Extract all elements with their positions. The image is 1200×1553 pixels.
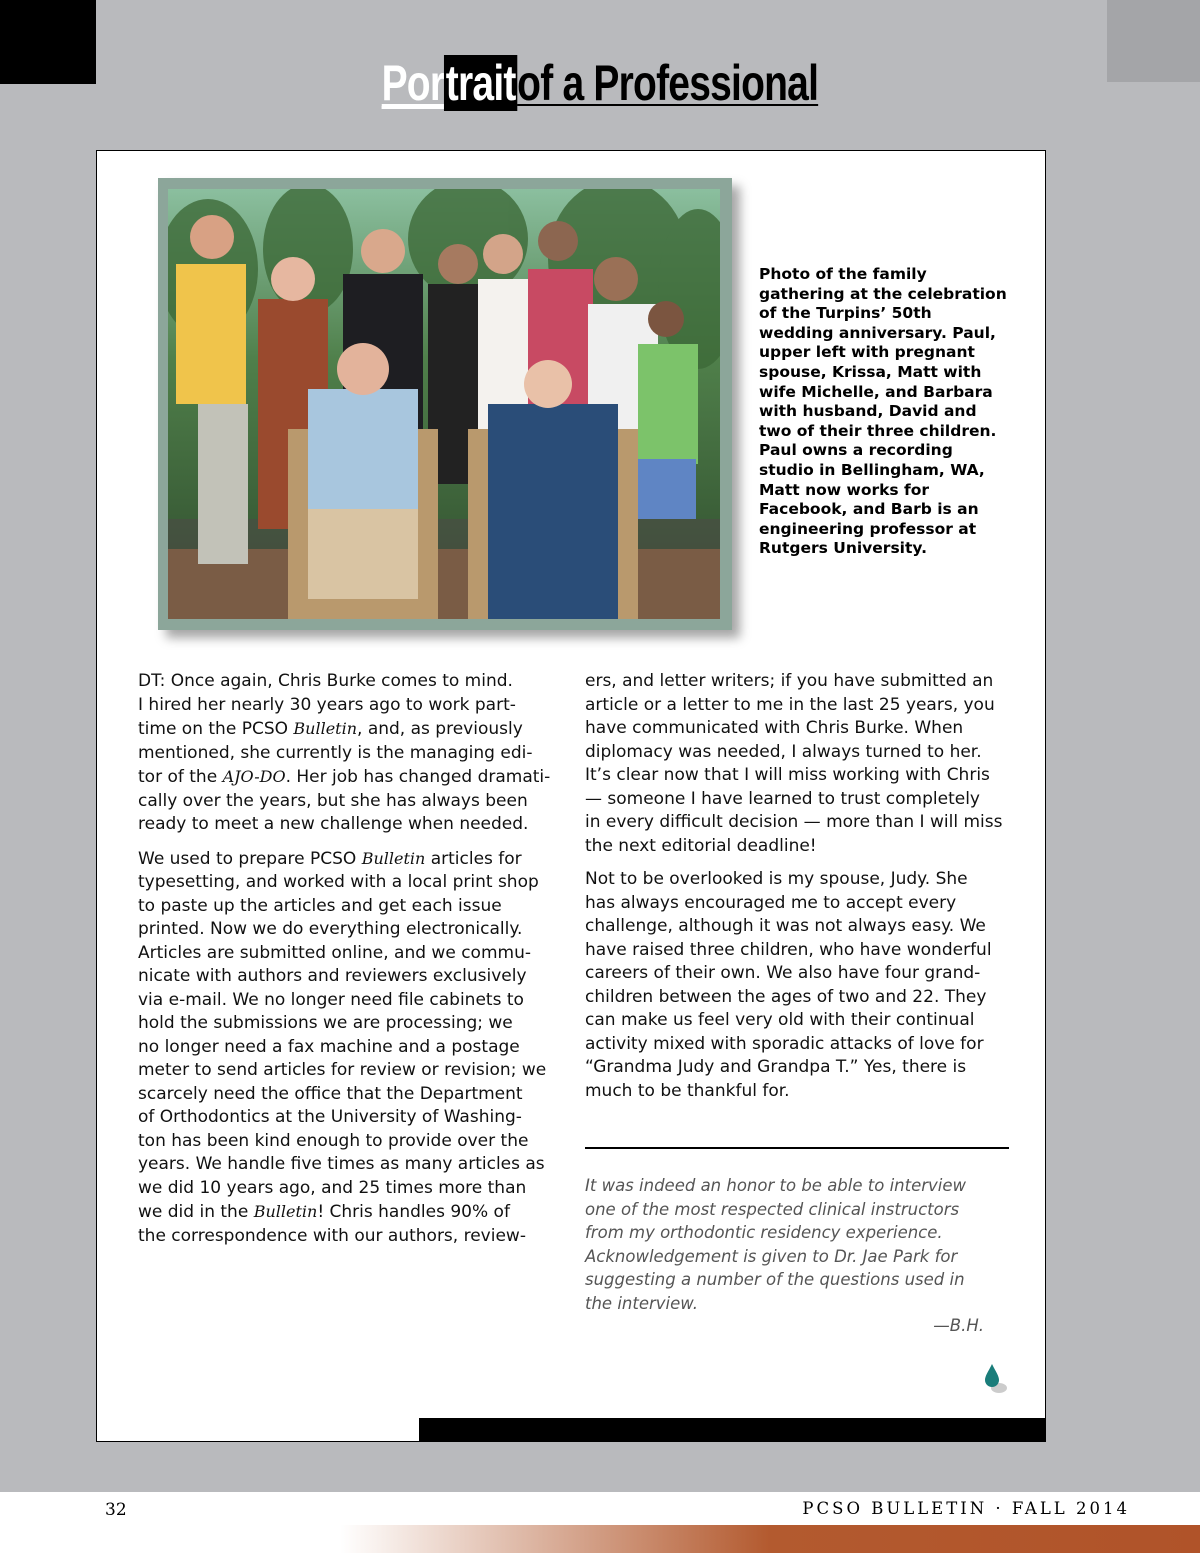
photo-caption: Photo of the family gathering at the celebration of the Turpins’ 50th wedding anniversary. Paul, upper left with pregnant spouse, Krissa, Matt with wife Michelle, and Barbara with husband, David and two of their three children. Paul owns a recording studio in Bellingham, WA, Matt now works for Facebook, and Barb is an engineering professor at Rutgers University. — [759, 265, 1007, 558]
right-column — [585, 670, 1010, 1113]
text-line: of Orthodontics at the University of Washing- — [138, 1107, 522, 1127]
text-line: typesetting, and worked with a local print shop — [138, 872, 539, 892]
text-line: mentioned, she currently is the managing edi- — [138, 742, 533, 763]
right-paragraph-2 — [585, 868, 1010, 1103]
title-part-3: of a Professional — [517, 55, 819, 111]
acknowledgement-note — [585, 1174, 1005, 1315]
text-line: — someone I have learned to trust completely — [585, 788, 980, 809]
panel-bottom-bar — [419, 1418, 1045, 1442]
text-line: to paste up the articles and get each issue — [138, 895, 502, 916]
text-line: Not to be overlooked is my spouse, Judy. She — [585, 869, 968, 889]
text-line: the next editorial deadline! — [585, 835, 817, 856]
note-line: It was indeed an honor to be able to interview — [585, 1176, 967, 1195]
text-line: can make us feel very old with their continual — [585, 1010, 975, 1030]
bulletin-italic: Bulletin — [253, 1202, 318, 1221]
left-paragraph-1 — [138, 670, 558, 837]
text-line: hold the submissions we are processing; we — [138, 1013, 513, 1033]
text-line: I hired her nearly 30 years ago to work part- — [138, 694, 516, 715]
text-line: ers, and letter writers; if you have submitted an — [585, 671, 994, 691]
text-line: nicate with authors and reviewers exclusively — [138, 966, 527, 986]
page-number: 32 — [105, 1500, 127, 1520]
text-line: We used to prepare PCSO Bulletin articles for — [138, 848, 522, 869]
text-line: we did in the Bulletin! Chris handles 90% of — [138, 1202, 510, 1222]
text-line: article or a letter to me in the last 25 years, you — [585, 694, 995, 715]
text-line: challenge, although it was not always easy. We — [585, 916, 986, 936]
left-paragraph-2 — [138, 847, 558, 1249]
text-line: we did 10 years ago, and 25 times more than — [138, 1177, 527, 1198]
footer-accent-bar — [340, 1525, 1200, 1553]
note-line: the interview. — [585, 1293, 698, 1313]
text-line: much to be thankful for. — [585, 1080, 790, 1101]
text-line: activity mixed with sporadic attacks of love for — [585, 1033, 984, 1054]
title-part-1: Por — [381, 55, 445, 111]
title-part-2: trait — [445, 55, 516, 111]
left-column — [138, 670, 558, 1258]
note-line: suggesting a number of the questions used in — [585, 1270, 965, 1289]
text-line: cally over the years, but she has always been — [138, 790, 528, 811]
text-line: years. We handle five times as many articles as — [138, 1154, 545, 1174]
note-signature: —B.H. — [933, 1316, 984, 1335]
text-line: ton has been kind enough to provide over the — [138, 1130, 529, 1151]
text-line: has always encouraged me to accept every — [585, 892, 957, 913]
text-line: meter to send articles for review or revision; we — [138, 1060, 547, 1080]
text-line: “Grandma Judy and Grandpa T.” Yes, there is — [585, 1057, 967, 1077]
text-line: children between the ages of two and 22. They — [585, 986, 987, 1007]
text-line: have communicated with Chris Burke. When — [585, 718, 964, 738]
text-line: in every difficult decision — more than I will miss — [585, 812, 1003, 832]
text-line: careers of their own. We also have four grand- — [585, 963, 981, 983]
bulletin-italic: Bulletin — [361, 848, 426, 868]
end-mark-drop-icon — [983, 1362, 1013, 1398]
bulletin-italic: Bulletin — [293, 719, 358, 738]
note-line: one of the most respected clinical instructors — [585, 1199, 960, 1219]
text-line: via e-mail. We no longer need file cabinets to — [138, 989, 524, 1010]
text-line: time on the PCSO Bulletin, and, as previously — [138, 719, 523, 739]
text-line: It’s clear now that I will miss working with Chris — [585, 765, 990, 785]
right-paragraph-1 — [585, 670, 1010, 858]
text-line: DT: Once again, Chris Burke comes to mind. — [138, 671, 513, 691]
text-line: Articles are submitted online, and we commu- — [138, 942, 531, 963]
text-line: the correspondence with our authors, review- — [138, 1225, 526, 1246]
section-divider — [585, 1147, 1009, 1149]
text-line: tor of the AJO-DO. Her job has changed dramati- — [138, 767, 551, 787]
ajodo-italic: AJO-DO — [222, 767, 286, 786]
text-line: printed. Now we do everything electronically. — [138, 919, 523, 939]
text-line: scarcely need the office that the Department — [138, 1083, 523, 1104]
text-line: have raised three children, who have wonderful — [585, 939, 992, 960]
text-line: ready to meet a new challenge when needed. — [138, 814, 529, 834]
family-photo — [168, 189, 720, 619]
note-line: Acknowledgement is given to Dr. Jae Park for — [585, 1246, 958, 1266]
page-title — [0, 46, 1200, 122]
publication-footer: PCSO BULLETIN · FALL 2014 — [802, 1499, 1130, 1518]
family-photo-frame — [158, 178, 732, 630]
note-line: from my orthodontic residency experience. — [585, 1223, 943, 1242]
text-line: diplomacy was needed, I always turned to her. — [585, 741, 982, 762]
text-line: no longer need a fax machine and a postage — [138, 1036, 520, 1057]
